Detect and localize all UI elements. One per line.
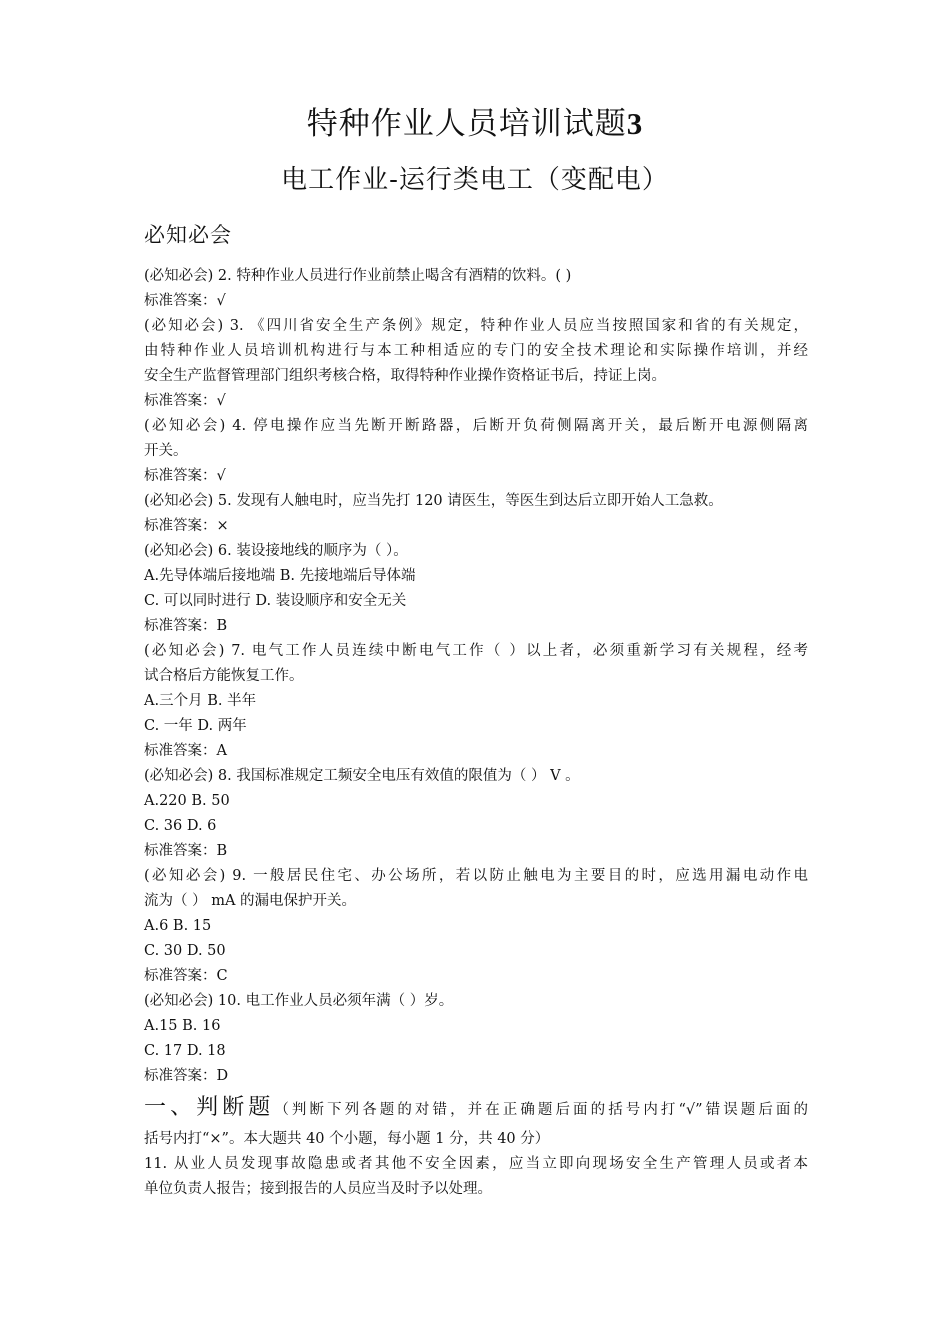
text-line: 流为（ ） mA 的漏电保护开关。 (144, 893, 357, 909)
title-number: 3 (626, 106, 644, 141)
option-line: C. 17 D. 18 (144, 1043, 226, 1059)
option-line: A.15 B. 16 (144, 1018, 221, 1034)
option-line: A.三个月 B. 半年 (144, 693, 257, 709)
question-list (144, 264, 808, 1202)
document-title (0, 104, 950, 144)
judge-section-heading (144, 1089, 808, 1127)
text-line: (必知必会) 6. 装设接地线的顺序为（ ）。 (144, 543, 408, 559)
answer-line: 标准答案：B (144, 843, 228, 859)
judge-title: 一、判断题 (144, 1095, 275, 1120)
answer-line: 标准答案：B (144, 618, 228, 634)
text-line: (必知必会) 7. 电气工作人员连续中断电气工作（ ）以上者，必须重新学习有关规程，经考 (144, 643, 808, 659)
text-line: (必知必会) 2. 特种作业人员进行作业前禁止喝含有酒精的饮料。( ) (144, 268, 572, 284)
text-line: 开关。 (144, 443, 188, 459)
answer-line: 标准答案：D (144, 1068, 229, 1084)
text-line: 括号内打“×”。本大题共 40 个小题，每小题 1 分，共 40 分） (144, 1131, 550, 1147)
option-line: C. 36 D. 6 (144, 818, 217, 834)
text-line: (必知必会) 9. 一般居民住宅、办公场所，若以防止触电为主要目的时，应选用漏电动作电 (144, 868, 808, 884)
option-line: A.220 B. 50 (144, 793, 230, 809)
judge-note: （判断下列各题的对错，并在正确题后面的括号内打“√”错误题后面的 (274, 1102, 808, 1118)
text-line: (必知必会) 8. 我国标准规定工频安全电压有效值的限值为（ ） V 。 (144, 768, 580, 784)
text-line: (必知必会) 3. 《四川省安全生产条例》规定，特种作业人员应当按照国家和省的有关规定， (144, 318, 808, 334)
text-line: (必知必会) 10. 电工作业人员必须年满（ ）岁。 (144, 993, 454, 1009)
text-line: 单位负责人报告；接到报告的人员应当及时予以处理。 (144, 1181, 492, 1197)
answer-line: 标准答案：C (144, 968, 228, 984)
text-line: (必知必会) 5. 发现有人触电时，应当先打 120 请医生，等医生到达后立即开始人工急救。 (144, 493, 723, 509)
text-line: 试合格后方能恢复工作。 (144, 668, 304, 684)
title-text: 特种作业人员培训试题 (306, 106, 627, 142)
text-line: 由特种作业人员培训机构进行与本工种相适应的专门的安全技术理论和实际操作培训，并经 (144, 343, 808, 359)
answer-line: 标准答案：√ (144, 293, 226, 309)
document-subtitle: 电工作业-运行类电工（变配电） (281, 165, 669, 195)
answer-line: 标准答案：A (144, 743, 227, 759)
answer-line: 标准答案：× (144, 518, 229, 534)
answer-line: 标准答案：√ (144, 468, 226, 484)
text-line: (必知必会) 4. 停电操作应当先断开断路器，后断开负荷侧隔离开关，最后断开电源侧隔离 (144, 418, 808, 434)
option-line: A.先导体端后接地端 B. 先接地端后导体端 (144, 568, 416, 584)
option-line: C. 可以同时进行 D. 装设顺序和安全无关 (144, 593, 407, 609)
section-heading: 必知必会 (144, 223, 232, 247)
option-line: C. 30 D. 50 (144, 943, 226, 959)
text-line: 安全生产监督管理部门组织考核合格，取得特种作业操作资格证书后，持证上岗。 (144, 368, 666, 384)
option-line: C. 一年 D. 两年 (144, 718, 247, 734)
option-line: A.6 B. 15 (144, 918, 212, 934)
answer-line: 标准答案：√ (144, 393, 226, 409)
text-line: 11. 从业人员发现事故隐患或者其他不安全因素，应当立即向现场安全生产管理人员或者本 (144, 1156, 808, 1172)
